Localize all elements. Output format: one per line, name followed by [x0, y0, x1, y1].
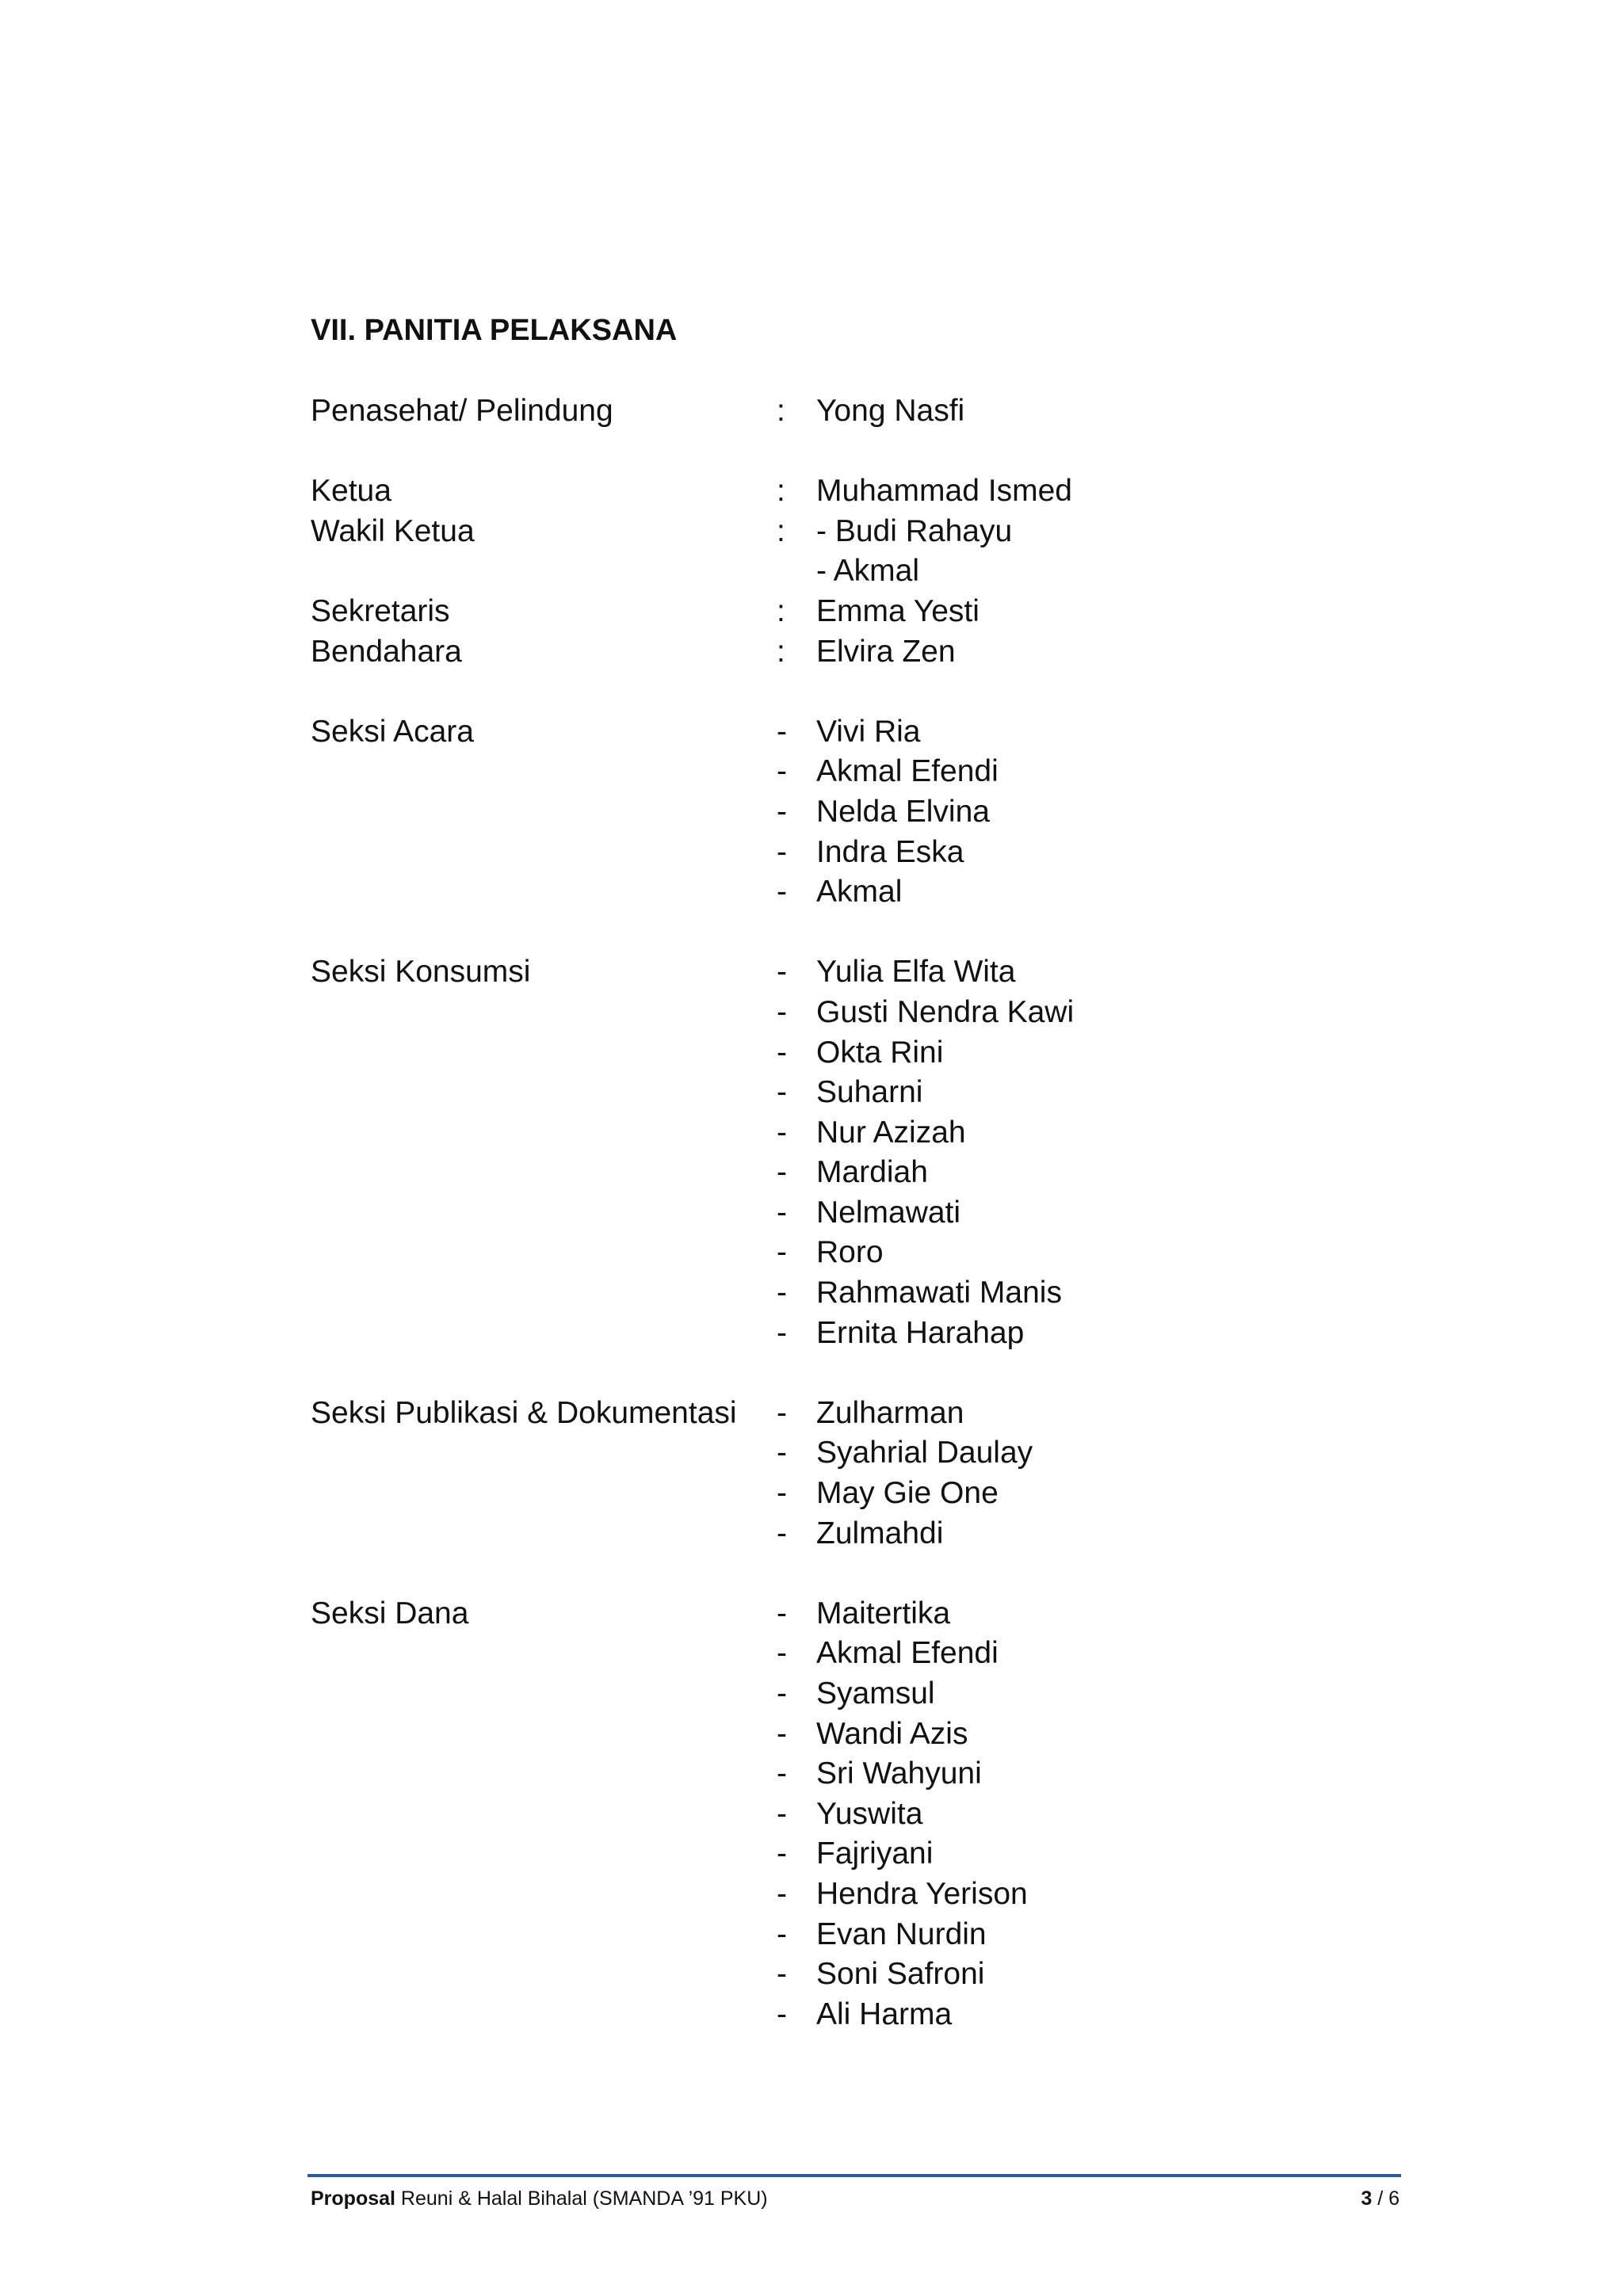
member-name: Yulia Elfa Wita	[816, 955, 1016, 990]
member-name: Yong Nasfi	[816, 394, 965, 428]
role-label	[311, 1794, 777, 1835]
row-separator: -	[777, 1315, 787, 1350]
role-label	[311, 1474, 777, 1514]
row-separator: -	[777, 1716, 787, 1751]
committee-row	[311, 1153, 1436, 1193]
row-separator: :	[777, 394, 785, 428]
committee-row	[311, 551, 1436, 592]
row-separator: -	[777, 794, 787, 829]
member-name: Wandi Azis	[816, 1716, 968, 1751]
member-name: Nelda Elvina	[816, 794, 990, 829]
row-separator: -	[777, 994, 787, 1029]
committee-row	[311, 1514, 1436, 1554]
member-name: Evan Nurdin	[816, 1917, 987, 1951]
committee-section	[311, 712, 1436, 913]
member-name: Akmal Efendi	[816, 754, 999, 789]
committee-row	[311, 1794, 1436, 1835]
page-total: 6	[1388, 2187, 1400, 2210]
member-name: Indra Eska	[816, 834, 964, 869]
committee-row	[311, 712, 1436, 753]
row-separator: -	[777, 1756, 787, 1791]
row-separator: -	[777, 1596, 787, 1630]
member-name: Nur Azizah	[816, 1115, 966, 1150]
row-separator	[777, 551, 816, 592]
footer-proposal-label: Proposal	[311, 2187, 395, 2210]
row-separator: -	[777, 1957, 787, 1992]
role-label	[311, 1033, 777, 1074]
member-name: Mardiah	[816, 1155, 928, 1190]
row-separator: -	[777, 1276, 787, 1310]
committee-row	[311, 592, 1436, 632]
role-label: Sekretaris	[311, 593, 450, 628]
committee-row	[311, 1594, 1436, 1634]
committee-row	[311, 632, 1436, 673]
committee-row	[311, 1273, 1436, 1314]
page-separator: /	[1372, 2187, 1389, 2210]
committee-row	[311, 1193, 1436, 1234]
role-label	[311, 1754, 777, 1794]
role-label	[311, 833, 777, 873]
committee-row	[311, 471, 1436, 512]
member-name: - Akmal	[816, 554, 920, 589]
member-name: Fajriyani	[816, 1836, 934, 1871]
member-name: Akmal Efendi	[816, 1636, 999, 1671]
row-separator: :	[777, 593, 785, 628]
role-label	[311, 1955, 777, 1995]
row-separator: :	[777, 474, 785, 509]
row-separator: -	[777, 1195, 787, 1230]
footer-document-title	[311, 2185, 768, 2212]
row-separator: -	[777, 1235, 787, 1270]
committee-section	[311, 952, 1436, 1353]
role-label	[311, 1273, 777, 1314]
role-label: Seksi Konsumsi	[311, 955, 531, 990]
page-title: VII. PANITIA PELAKSANA	[311, 314, 678, 347]
committee-row	[311, 1394, 1436, 1434]
role-label	[311, 1714, 777, 1755]
row-separator: -	[777, 834, 787, 869]
member-name: Hendra Yerison	[816, 1876, 1028, 1911]
role-label	[311, 551, 777, 592]
committee-row	[311, 993, 1436, 1033]
role-label	[311, 1193, 777, 1234]
committee-row	[311, 833, 1436, 873]
row-separator: :	[777, 634, 785, 669]
footer-divider	[307, 2174, 1401, 2177]
row-separator: -	[777, 1155, 787, 1190]
role-label: Seksi Acara	[311, 714, 474, 749]
member-name: Syahrial Daulay	[816, 1436, 1033, 1470]
committee-row	[311, 752, 1436, 792]
committee-section	[311, 1394, 1436, 1554]
row-separator: -	[777, 1115, 787, 1150]
role-label	[311, 993, 777, 1033]
row-separator: -	[777, 1476, 787, 1511]
committee-row	[311, 1754, 1436, 1794]
member-name: Ernita Harahap	[816, 1315, 1025, 1350]
role-label	[311, 1915, 777, 1955]
role-label	[311, 1834, 777, 1875]
row-separator: -	[777, 1516, 787, 1550]
member-name: Gusti Nendra Kawi	[816, 994, 1075, 1029]
row-separator: -	[777, 1676, 787, 1711]
member-name: Zulharman	[816, 1395, 964, 1430]
role-label	[311, 1314, 777, 1354]
role-label	[311, 1153, 777, 1193]
row-separator: -	[777, 754, 787, 789]
row-separator: -	[777, 1395, 787, 1430]
member-name: May Gie One	[816, 1476, 999, 1511]
row-separator: -	[777, 1876, 787, 1911]
committee-row	[311, 1834, 1436, 1875]
member-name: Nelmawati	[816, 1195, 961, 1230]
committee-row	[311, 391, 1436, 432]
member-name: Vivi Ria	[816, 714, 921, 749]
committee-row	[311, 1915, 1436, 1955]
role-label: Wakil Ketua	[311, 513, 475, 548]
committee-row	[311, 952, 1436, 993]
member-name: Maitertika	[816, 1596, 951, 1630]
role-label	[311, 1995, 777, 2035]
committee-row	[311, 1634, 1436, 1674]
role-label: Seksi Dana	[311, 1596, 469, 1630]
member-name: Syamsul	[816, 1676, 935, 1711]
role-label	[311, 1875, 777, 1915]
role-label	[311, 1634, 777, 1674]
row-separator: :	[777, 513, 785, 548]
row-separator: -	[777, 1035, 787, 1070]
committee-row	[311, 872, 1436, 913]
member-name: Suharni	[816, 1075, 923, 1110]
committee-row	[311, 1314, 1436, 1354]
row-separator: -	[777, 714, 787, 749]
committee-row	[311, 1474, 1436, 1514]
committee-row	[311, 1433, 1436, 1474]
role-label	[311, 1233, 777, 1273]
page-number	[1347, 2185, 1400, 2212]
row-separator: -	[777, 1917, 787, 1951]
committee-row	[311, 1714, 1436, 1755]
committee-list	[311, 391, 1436, 2075]
role-label	[311, 752, 777, 792]
member-name: Emma Yesti	[816, 593, 980, 628]
role-label	[311, 1113, 777, 1154]
role-label: Penasehat/ Pelindung	[311, 394, 613, 428]
member-name: Ali Harma	[816, 1997, 953, 2031]
role-label	[311, 1433, 777, 1474]
member-name: Elvira Zen	[816, 634, 956, 669]
member-name: Roro	[816, 1235, 884, 1270]
committee-row	[311, 1875, 1436, 1915]
committee-row	[311, 1995, 1436, 2035]
committee-row	[311, 1233, 1436, 1273]
member-name: Yuswita	[816, 1796, 923, 1831]
committee-section	[311, 471, 1436, 672]
committee-section	[311, 391, 1436, 432]
row-separator: -	[777, 1075, 787, 1110]
member-name: Sri Wahyuni	[816, 1756, 982, 1791]
role-label: Bendahara	[311, 634, 462, 669]
member-name: Zulmahdi	[816, 1516, 944, 1550]
committee-row	[311, 792, 1436, 833]
row-separator: -	[777, 1636, 787, 1671]
row-separator: -	[777, 1436, 787, 1470]
row-separator: -	[777, 955, 787, 990]
committee-row	[311, 512, 1436, 552]
role-label	[311, 1073, 777, 1113]
committee-section	[311, 1594, 1436, 2035]
role-label: Seksi Publikasi & Dokumentasi	[311, 1395, 737, 1430]
committee-row	[311, 1674, 1436, 1714]
committee-row	[311, 1033, 1436, 1074]
role-label	[311, 1674, 777, 1714]
committee-row	[311, 1955, 1436, 1995]
member-name: - Budi Rahayu	[816, 513, 1013, 548]
committee-row	[311, 1073, 1436, 1113]
footer-title-text: Reuni & Halal Bihalal (SMANDA ’91 PKU)	[395, 2187, 768, 2210]
role-label	[311, 872, 777, 913]
member-name: Rahmawati Manis	[816, 1276, 1062, 1310]
row-separator: -	[777, 1997, 787, 2031]
member-name: Okta Rini	[816, 1035, 944, 1070]
member-name: Muhammad Ismed	[816, 474, 1072, 509]
committee-row	[311, 1113, 1436, 1154]
member-name: Akmal	[816, 875, 903, 910]
role-label	[311, 792, 777, 833]
row-separator: -	[777, 875, 787, 910]
row-separator: -	[777, 1796, 787, 1831]
page-current: 3	[1361, 2187, 1373, 2210]
row-separator: -	[777, 1836, 787, 1871]
role-label	[311, 1514, 777, 1554]
member-name: Soni Safroni	[816, 1957, 985, 1992]
role-label: Ketua	[311, 474, 391, 509]
